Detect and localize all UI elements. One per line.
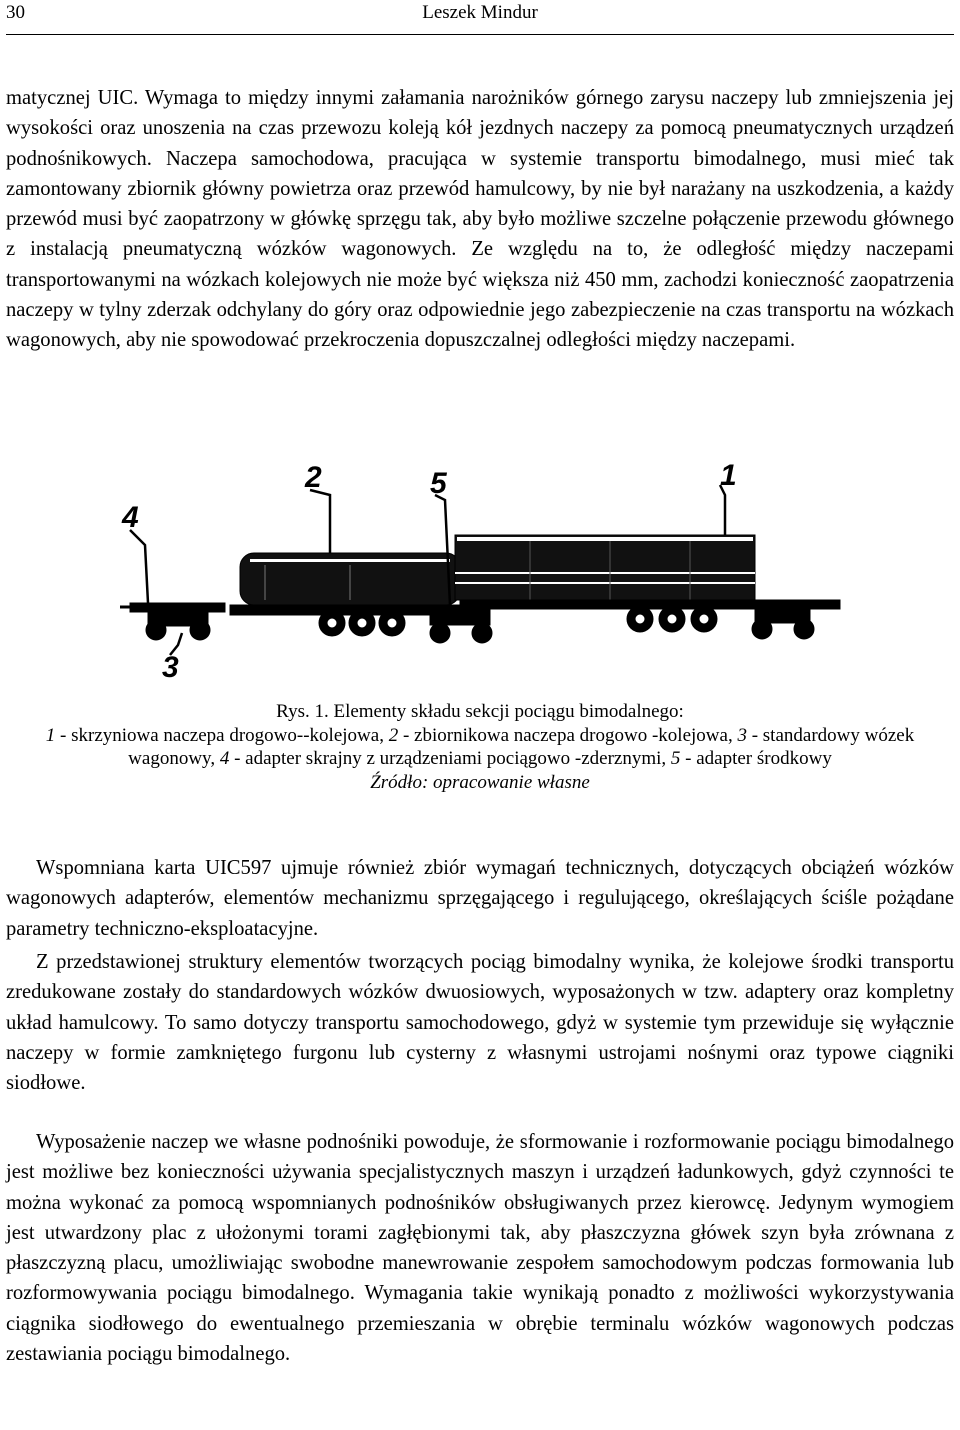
figure-caption xyxy=(20,700,940,794)
caption-item-text: - adapter skrajny z urządzeniami pociągowo -zderznymi, xyxy=(229,748,671,769)
page-number: 30 xyxy=(6,2,25,23)
standard-bogie-left xyxy=(120,603,225,640)
caption-title: Rys. 1. Elementy składu sekcji pociągu bimodalnego: xyxy=(276,701,684,722)
paragraph: Z przedstawionej struktury elementów tworzących pociąg bimodalny wynika, że kolejowe środki transportu zredukowane zostały do standardowych wózków dwuosiowych, wyposażonych w tzw. adaptery oraz kompletny układ hamulcowy. To samo dotyczy transportu samochodowego, gdyż w systemie tym przewiduje się wyłącznie naczepy w formie zamkniętego furgonu lub cysterny z własnymi ustrojami nośnymi oraz typowe ciągniki siodłowe. xyxy=(6,951,954,1095)
caption-item-text: - adapter środkowy xyxy=(680,748,832,769)
figure-label-1: 1 xyxy=(720,459,737,492)
standard-bogie-right xyxy=(752,609,814,639)
figure-label-2: 2 xyxy=(305,461,322,494)
caption-legend xyxy=(20,724,940,771)
caption-item-num: 4 xyxy=(219,748,230,769)
bimodal-train-figure xyxy=(100,455,860,690)
running-head-author: Leszek Mindur xyxy=(422,2,538,23)
caption-item-num: 5 xyxy=(670,748,681,769)
paragraph: Wyposażenie naczep we własne podnośniki powoduje, że sformowanie i rozformowanie pociągu bimodalnego jest możliwe bez konieczności używania specjalistycznych maszyn i urządzeń ładunkowych, gdyż czynności te można wykonać za pomocą wspomnianych podnośników obsługiwanych przez kierowcę. Jedynym wymogiem jest utwardzony plac z ułożonymi torami zagłębionymi tak, aby płaszczyzna główek szyn była zrównana z płaszczyzną placu, umożliwiając swobodne manewrowanie zespołem samochodowym podczas formowania lub rozformowywania pociągu bimodalnego. Wymagania takie wynikają ponadto z możliwości wykorzystywania ciągnika siodłowego do ewentualnego przemieszania w obrębie terminalu wózków wagonowych podczas zestawiania pociągu bimodalnego. xyxy=(6,1131,954,1366)
middle-adapter-bogie xyxy=(430,605,492,643)
paragraph: Wspomniana karta UIC597 ujmuje również zbiór wymagań technicznych, dotyczących obciążeń wózków wagonowych adapterów, elementów mechanizmu sprzęgającego i regulującego, określających ściśle pożądane parametry techniczno-eksploatacyjne. xyxy=(6,857,954,940)
figure-label-4: 4 xyxy=(122,501,139,534)
figure-label-3: 3 xyxy=(162,651,179,684)
caption-item-text: - zbiornikowa naczepa drogowo -kolejowa, xyxy=(398,724,738,746)
caption-source: Źródło: opracowanie własne xyxy=(370,771,590,793)
paragraph-continued: matycznej UIC. Wymaga to między innymi załamania narożników górnego zarysu naczepy lub zmniejszenia jej wysokości oraz unoszenia na czas przewozu koleją kół jezdnych naczepy za pomocą pneumatycznych urządzeń podnośnikowych. Naczepa samochodowa, pracująca w systemie transportu bimodalnego, musi mieć tak zamontowany zbiornik główny powietrza oraz przewód hamulcowy, by nie był narażany na uszkodzenia, a każdy przewód musi być zaopatrzony w główkę sprzęgu tak, aby było możliwe szczelne połączenie przewodu głównego z instalacją pneumatyczną wózków wagonowych. Ze względu na to, że odległość między naczepami transportowanymi na wózkach kolejowych nie może być większa niż 450 mm, zachodzi konieczność zaopatrzenia naczepy w tylny zderzak odchylany do góry oraz odpowiednie jego zabezpieczenie na czas transportu na wózkach wagonowych, aby nie spowodować przekroczenia dopuszczalnej odległości między naczepami. xyxy=(6,87,954,352)
figure-label-5: 5 xyxy=(430,467,447,500)
caption-item-num: 2 xyxy=(388,724,399,746)
caption-item-text: - skrzyniowa naczepa drogowo--kolejowa, xyxy=(55,724,389,746)
running-header xyxy=(6,0,954,35)
caption-item-text: - standardowy wózek wagonowy, xyxy=(128,724,915,769)
caption-item-num: 1 xyxy=(45,724,56,746)
caption-item-num: 3 xyxy=(737,724,747,746)
